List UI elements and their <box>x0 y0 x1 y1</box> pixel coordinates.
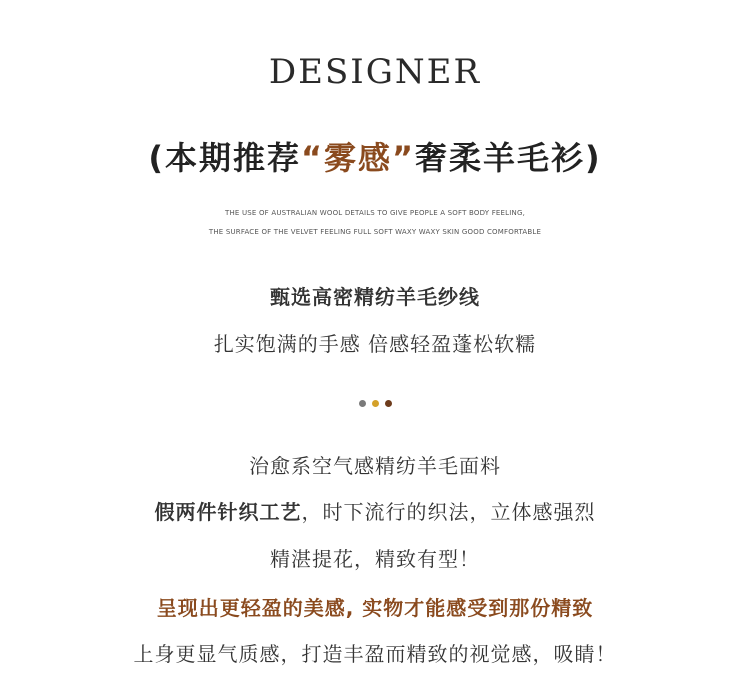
description-line-2-rest: ，时下流行的织法，立体感强烈 <box>301 500 596 524</box>
feature-line-2: 扎实饱满的手感 倍感轻盈蓬松软糯 <box>213 332 537 356</box>
dot-brown <box>385 400 392 407</box>
description-line-1: 治愈系空气感精纺羊毛面料 <box>249 454 501 478</box>
description-line-3: 精湛提花，精致有型！ <box>270 547 480 571</box>
description-line-5: 上身更显气质感，打造丰盈而精致的视觉感，吸睛！ <box>133 642 617 666</box>
dot-gray <box>359 400 366 407</box>
headline-accent: “雾感” <box>300 139 416 177</box>
description-line-2-bold: 假两件针织工艺 <box>154 500 302 524</box>
headline-prefix: (本期推荐 <box>148 139 301 177</box>
subtext-line-1: THE USE OF AUSTRALIAN WOOL DETAILS TO GIVE PEOPLE A SOFT BODY FEELING, <box>224 209 526 217</box>
description-line-4: 呈现出更轻盈的美感, 实物才能感受到那份精致 <box>156 596 594 620</box>
headline <box>0 133 750 179</box>
description-line-2 <box>0 496 750 525</box>
subtext-line-2: THE SURFACE OF THE VELVET FEELING FULL SOFT WAXY WAXY SKIN GOOD COMFORTABLE <box>208 228 542 236</box>
divider-dots <box>0 400 750 407</box>
designer-heading: DESIGNER <box>268 52 482 92</box>
feature-line-1: 甄选高密精纺羊毛纱线 <box>270 285 480 309</box>
headline-suffix: 奢柔羊毛衫) <box>415 139 602 177</box>
dot-gold <box>372 400 379 407</box>
